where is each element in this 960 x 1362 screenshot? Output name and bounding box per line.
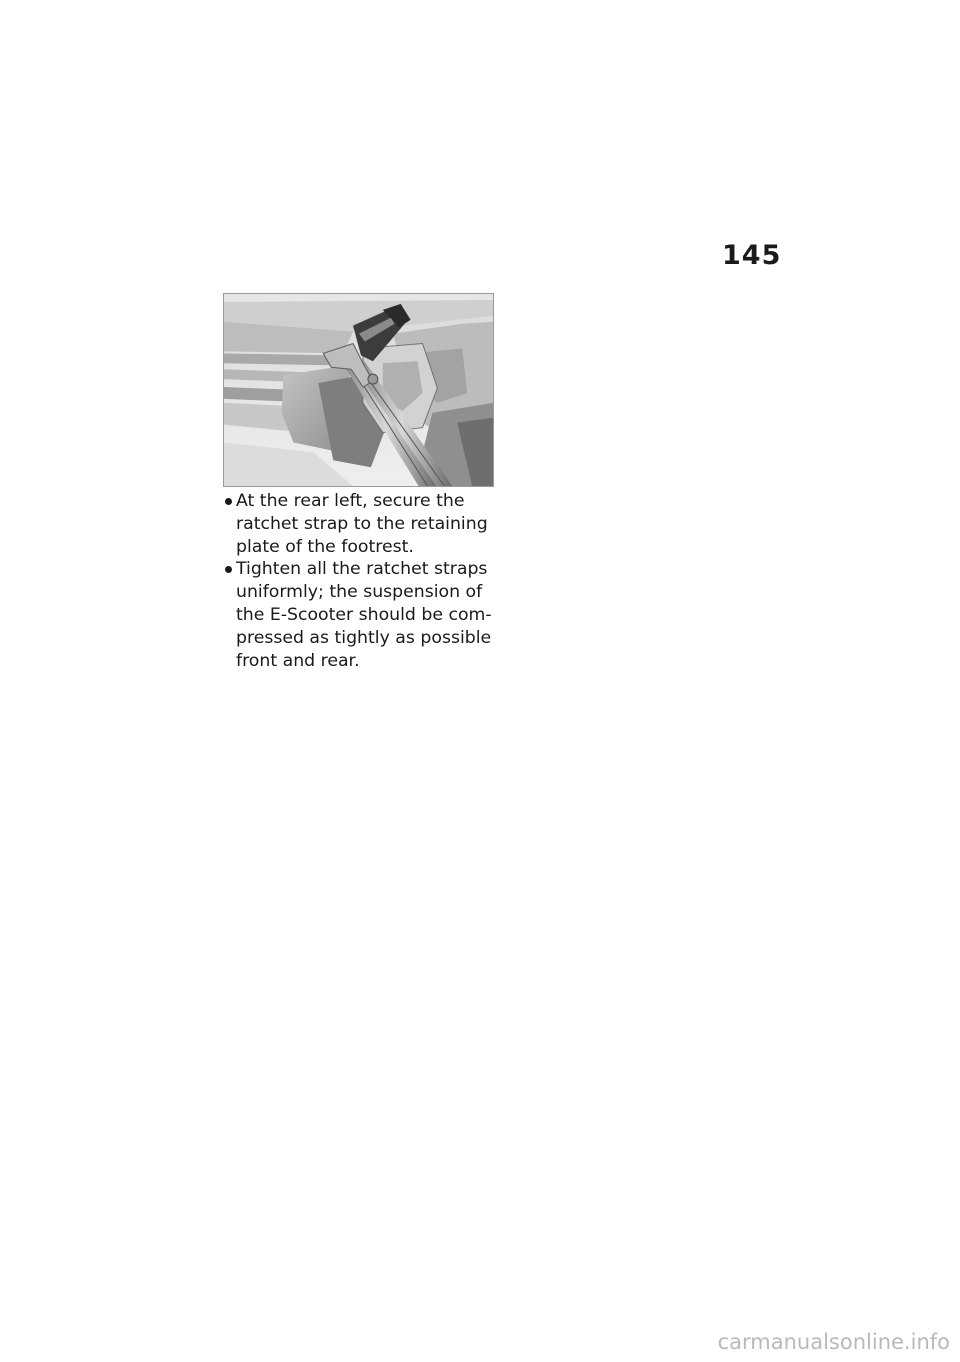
bullet-icon — [225, 498, 232, 505]
ratchet-strap-illustration — [223, 293, 494, 487]
instruction-list — [224, 490, 499, 672]
list-item — [224, 490, 499, 558]
list-item — [224, 558, 499, 672]
ratchet-strap-footrest-illustration — [224, 294, 493, 486]
bullet-icon — [225, 566, 232, 573]
step-text-line: At the rear left, secure the — [236, 491, 465, 511]
watermark-link[interactable]: carmanualsonline.info — [717, 1330, 950, 1354]
step-text-line: the E-Scooter should be com- — [236, 604, 492, 625]
step-text-line: plate of the footrest. — [236, 536, 414, 557]
step-text-line: ratchet strap to the retaining — [236, 513, 488, 534]
page-number: 145 — [722, 240, 782, 271]
step-text-line: pressed as tightly as possible — [236, 627, 492, 648]
step-text-line: uniformly; the suspension of — [236, 582, 483, 603]
step-text-line: Tighten all the ratchet straps — [236, 559, 488, 580]
step-text-line: front and rear. — [236, 650, 360, 671]
